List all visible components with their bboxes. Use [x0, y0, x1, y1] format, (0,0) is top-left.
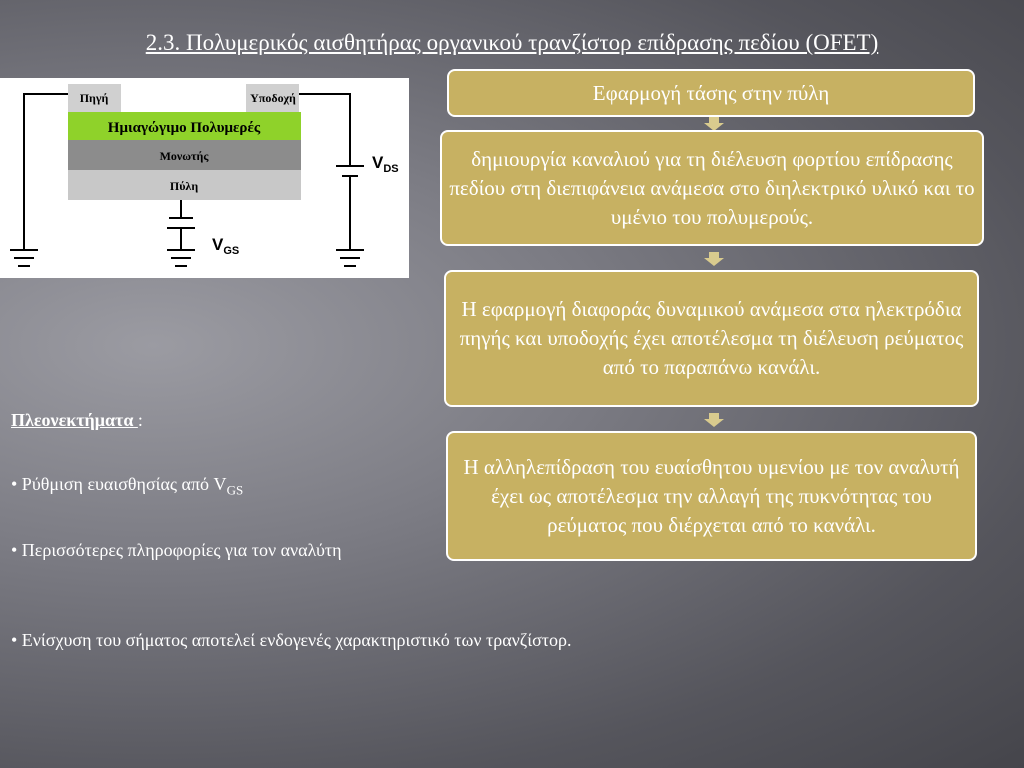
advantages-title: Πλεονεκτήματα [11, 410, 138, 430]
advantage-item-2: • Περισσότερες πληροφορίες για τον αναλύτη [11, 540, 342, 560]
drain-label: Υποδοχή [250, 91, 296, 105]
drain-wire [299, 94, 364, 266]
flow-step-1: Εφαρμογή τάσης στην πύλη [447, 69, 975, 117]
advantages-heading [11, 410, 143, 431]
advantages-colon: : [137, 410, 143, 430]
source-wire [10, 94, 68, 266]
advantage-item-1: • Ρύθμιση ευαισθησίας από $V_{GS}$ [11, 474, 244, 498]
vgs-label: $V_{GS}$ [212, 235, 240, 257]
flow-arrow-3 [704, 413, 724, 427]
semiconductor-label: Ημιαγώγιμο Πολυμερές [107, 120, 261, 136]
flow-step-3: Η εφαρμογή διαφοράς δυναμικού ανάμεσα στα ηλεκτρόδια πηγής και υποδοχής έχει αποτέλεσμα τη διέλευση ρεύματος από το παραπάνω κανάλι. [444, 270, 979, 407]
source-label: Πηγή [79, 91, 109, 105]
gate-label: Πύλη [169, 179, 199, 193]
slide-title: 2.3. Πολυμερικός αισθητήρας οργανικού τρανζίστορ επίδρασης πεδίου (OFET) [145, 30, 879, 55]
insulator-label: Μονωτής [159, 149, 209, 163]
gate-wire [167, 200, 195, 266]
ofet-circuit-svg [0, 78, 409, 278]
flow-step-4: Η αλληλεπίδραση του ευαίσθητου υμενίου με τον αναλυτή έχει ως αποτέλεσμα την αλλαγή της πυκνότητας του ρεύματος που διέρχεται από το κανάλι. [446, 431, 977, 561]
flow-arrow-1 [704, 117, 724, 131]
flow-step-2: δημιουργία καναλιού για τη διέλευση φορτίου επίδρασης πεδίου στη διεπιφάνεια ανάμεσα στο διηλεκτρικό υλικό και το υμένιο του πολυμερούς. [440, 130, 984, 246]
flow-arrow-2 [704, 252, 724, 266]
advantage-item-3: • Ενίσχυση του σήματος αποτελεί ενδογενές χαρακτηριστικό των τρανζίστορ. [11, 630, 572, 650]
vds-label: $V_{DS}$ [372, 153, 399, 175]
ofet-diagram [0, 78, 409, 278]
